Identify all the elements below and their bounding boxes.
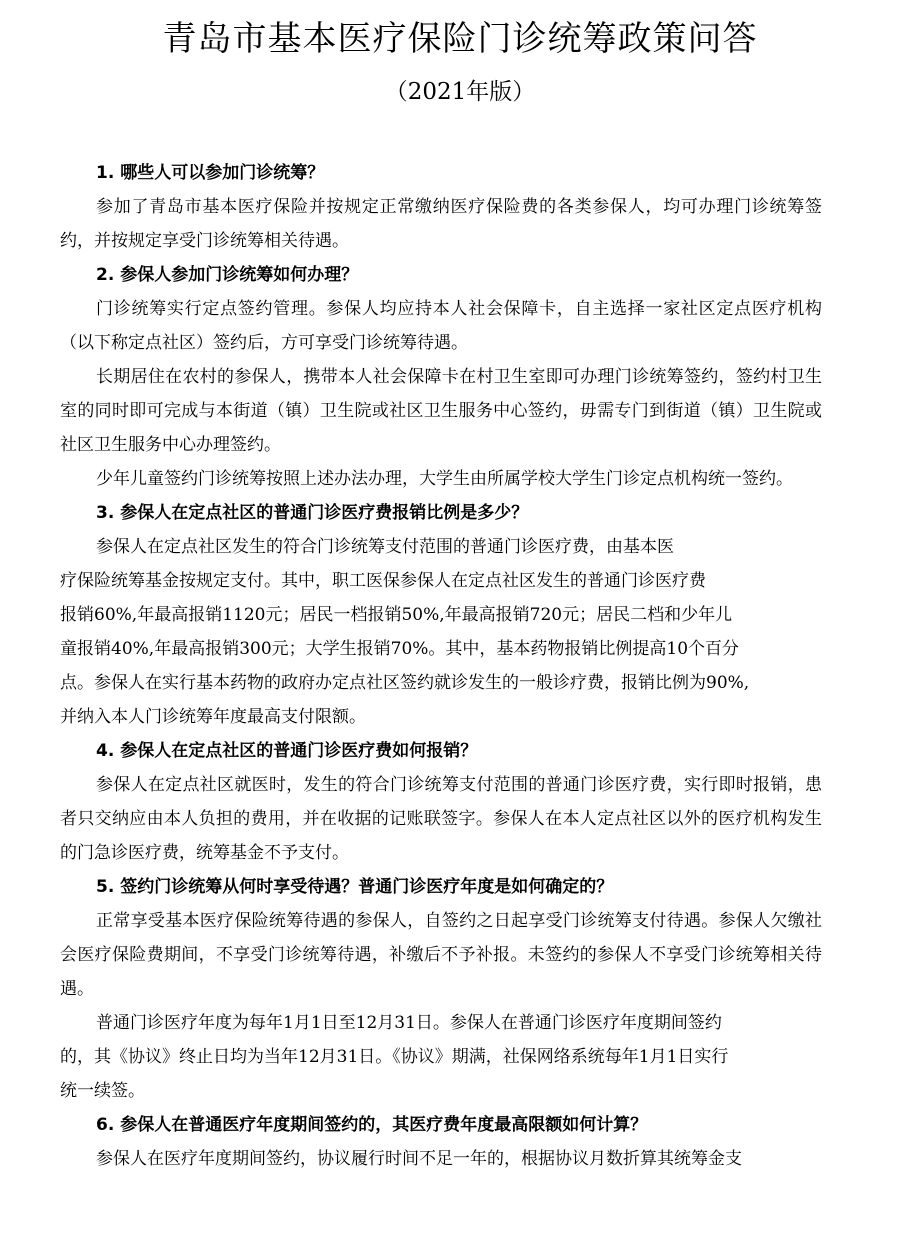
paragraph-line: 并纳入本人门诊统筹年度最高支付限额。 (60, 707, 366, 727)
paragraph: 参保人在医疗年度期间签约，协议履行时间不足一年的，根据协议月数折算其统筹金支 (96, 1149, 742, 1169)
section-5 (60, 870, 822, 1108)
paragraph-line: 点。参保人在实行基本药物的政府办定点社区签约就诊发生的一般诊疗费，报销比例为90%, (60, 673, 750, 693)
paragraph-line: 普通门诊医疗年度为每年1月1日至12月31日。参保人在普通门诊医疗年度期间签约 (96, 1013, 722, 1033)
section-heading: 4. 参保人在定点社区的普通门诊医疗费如何报销？ (96, 741, 478, 761)
section-heading: 1. 哪些人可以参加门诊统筹？ (96, 163, 325, 183)
section-heading: 6. 参保人在普通医疗年度期间签约的，其医疗费年度最高限额如何计算？ (96, 1115, 648, 1135)
paragraph (60, 1006, 822, 1108)
paragraph-line: 疗保险统筹基金按规定支付。其中，职工医保参保人在定点社区发生的普通门诊医疗费 (60, 571, 706, 591)
paragraph: 长期居住在农村的参保人，携带本人社会保障卡在村卫生室即可办理门诊统筹签约，签约村卫生室的同时即可完成与本街道（镇）卫生院或社区卫生服务中心签约，毋需专门到街道（镇）卫生院或社区卫生服务中心办理签约。 (60, 367, 822, 455)
section-heading: 3. 参保人在定点社区的普通门诊医疗费报销比例是多少？ (96, 503, 529, 523)
paragraph: 参加了青岛市基本医疗保险并按规定正常缴纳医疗保险费的各类参保人，均可办理门诊统筹签约，并按规定享受门诊统筹相关待遇。 (60, 197, 822, 251)
section-6 (60, 1108, 822, 1176)
section-2 (60, 258, 822, 496)
section-3 (60, 496, 822, 734)
section-heading: 2. 参保人参加门诊统筹如何办理？ (96, 265, 359, 285)
paragraph: 门诊统筹实行定点签约管理。参保人均应持本人社会保障卡，自主选择一家社区定点医疗机构（以下称定点社区）签约后，方可享受门诊统筹待遇。 (60, 299, 822, 353)
document-title: 青岛市基本医疗保险门诊统筹政策问答 (162, 19, 758, 59)
paragraph-line: 童报销40%,年最高报销300元；大学生报销70%。其中，基本药物报销比例提高10个百分 (60, 639, 740, 659)
paragraph-line: 统一续签。 (60, 1081, 145, 1101)
document-subtitle: （2021年版） (384, 79, 536, 105)
paragraph-line: 的，其《协议》终止日均为当年12月31日。《协议》期满，社保网络系统每年1月1日实行 (60, 1047, 729, 1067)
section-1 (60, 156, 822, 258)
paragraph: 正常享受基本医疗保险统筹待遇的参保人，自签约之日起享受门诊统筹支付待遇。参保人欠缴社会医疗保险费期间，不享受门诊统筹待遇，补缴后不予补报。未签约的参保人不享受门诊统筹相关待遇。 (60, 911, 822, 999)
paragraph-line: 报销60%,年最高报销1120元；居民一档报销50%,年最高报销720元；居民二档和少年儿 (60, 605, 733, 625)
paragraph: 少年儿童签约门诊统筹按照上述办法办理，大学生由所属学校大学生门诊定点机构统一签约。 (96, 469, 793, 489)
section-4 (60, 734, 822, 870)
paragraph-line: 参保人在定点社区发生的符合门诊统筹支付范围的普通门诊医疗费，由基本医 (96, 537, 674, 557)
paragraph (60, 530, 822, 734)
document-body (60, 156, 822, 1176)
paragraph: 参保人在定点社区就医时，发生的符合门诊统筹支付范围的普通门诊医疗费，实行即时报销，患者只交纳应由本人负担的费用，并在收据的记账联签字。参保人在本人定点社区以外的医疗机构发生的门急诊医疗费，统筹基金不予支付。 (60, 775, 822, 863)
section-heading: 5. 签约门诊统筹从何时享受待遇？普通门诊医疗年度是如何确定的？ (96, 877, 614, 897)
